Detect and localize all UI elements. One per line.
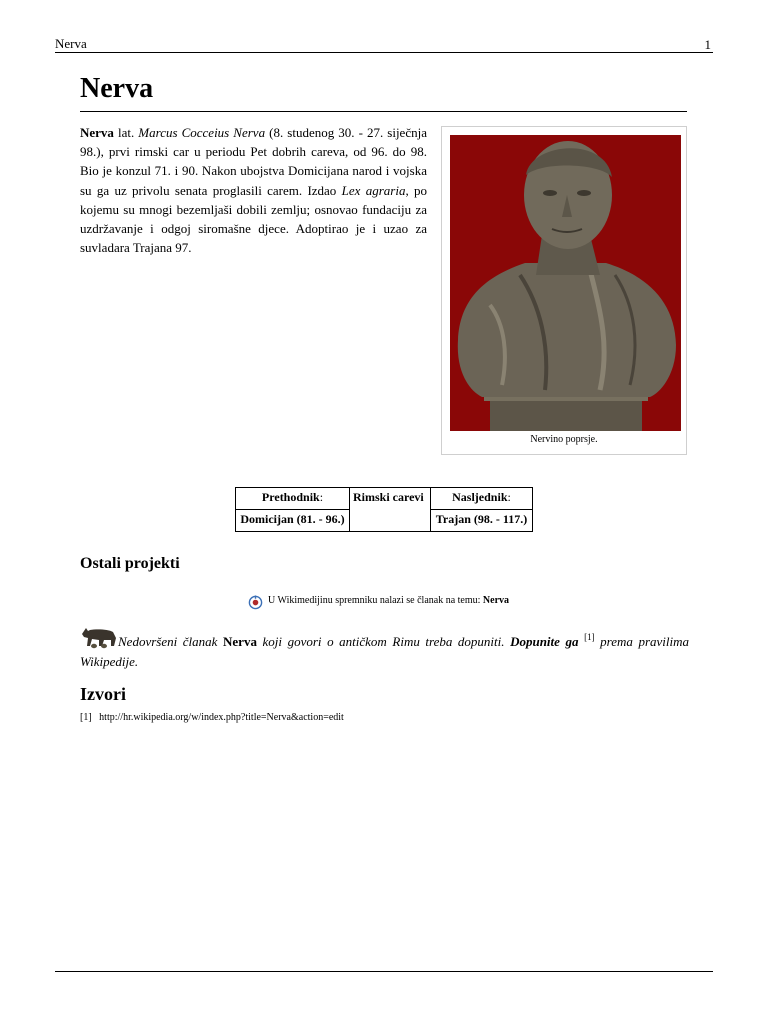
page-header (55, 36, 713, 53)
bust-illustration (450, 135, 681, 431)
intro-paragraph (80, 123, 427, 257)
succession-box (235, 487, 533, 532)
intro-latin-name: Marcus Cocceius Nerva (138, 125, 266, 140)
commons-text: U Wikimedijinu spremniku nalazi se članak na temu: (268, 594, 481, 606)
stub-notice: Nedovršeni članak Nerva koji govori o antičkom Rimu treba dopuniti. Dopunite ga [1] prema pravilima Wikipedije. (80, 624, 689, 672)
commons-link[interactable]: Nerva (482, 594, 510, 606)
other-projects-heading: Ostali projekti (80, 555, 180, 572)
reference-item (80, 712, 344, 723)
successor-header: Nasljednik: (431, 488, 533, 510)
predecessor-header: Prethodnik: (236, 488, 350, 510)
reference-number: [1] (80, 712, 92, 723)
image-thumbnail (441, 126, 687, 455)
intro-lead-name: Nerva (80, 125, 114, 140)
successor-link[interactable]: Trajan (98. - 117.) (431, 510, 533, 532)
stub-article-name: Nerva (223, 634, 257, 649)
image-caption: Nervino poprsje. (530, 434, 598, 445)
wikimedia-commons-icon (248, 595, 263, 610)
running-header-title: Nerva (55, 36, 87, 51)
succession-title: Rimski carevi (350, 488, 431, 532)
intro-text-1: (8. studenog 30. - 27. siječnja 98.), prvi rimski car u periodu Pet dobrih careva, od 96. do 98. Bio je konzul 71. i 90. Nakon ubojstva Domicijana narod i vojska su ga uz privolu senata proglasili carem. Izdao (80, 125, 427, 198)
stub-footnote-ref[interactable]: [1] (584, 632, 595, 642)
reference-url[interactable]: http://hr.wikipedia.org/w/index.php?title=Nerva&action=edit (99, 712, 344, 723)
intro-lat: lat. (113, 125, 139, 140)
page-number: 1 (704, 37, 711, 52)
intro-law-name: Lex agraria (341, 182, 406, 198)
footer-rule (55, 971, 713, 972)
predecessor-link[interactable]: Domicijan (81. - 96.) (236, 510, 350, 532)
stub-edit-link[interactable]: Dopunite ga (510, 634, 579, 649)
sources-heading: Izvori (80, 684, 126, 704)
capitoline-wolf-icon (80, 624, 118, 650)
article-title: Nerva (80, 72, 687, 112)
bust-image[interactable] (450, 135, 681, 431)
intro-text-2: , po kojemu su mnogi bezemljaši dobili zemlju; osnovao fundaciju za uzdržavanje i odgoj siromašne djece. Adoptirao je i uzao za suvladara Trajana 97. (80, 182, 428, 256)
commons-notice (248, 591, 509, 610)
